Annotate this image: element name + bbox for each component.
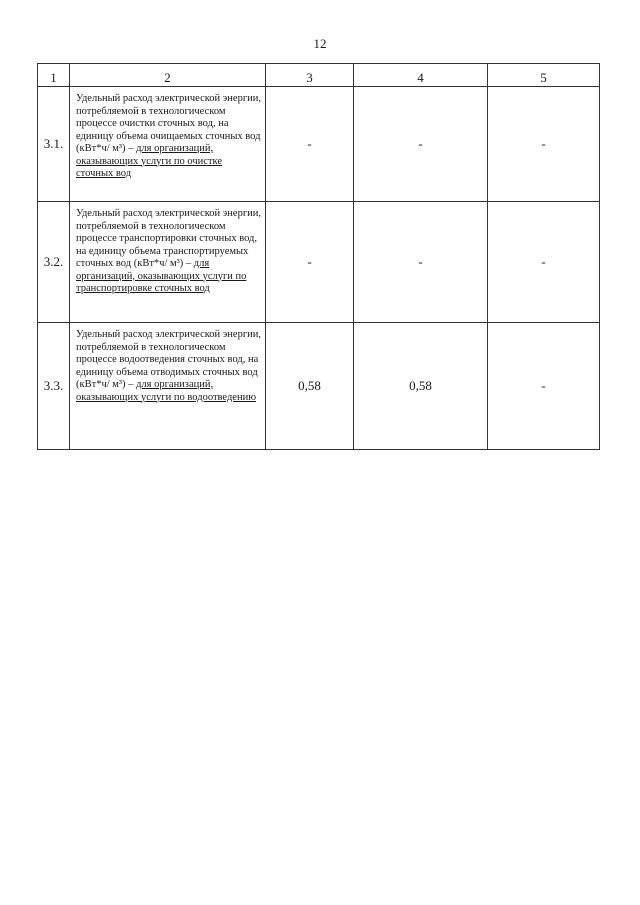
description-text: Удельный расход электрической энергии, потребляемой в технологическом процессе водоотведения сточных вод, на единицу объема отводимых сточных вод (кВт*ч/ м³) [76,329,262,390]
header-col-1: 1 [38,64,70,87]
description-text: Удельный расход электрической энергии, потребляемой в технологическом процессе очистки сточных вод, на единицу объема очищаемых сточных вод (кВт*ч/ м³) [76,93,262,154]
value-col-4: 0,58 [354,323,488,450]
description-dash: – [183,258,194,269]
header-col-2: 2 [70,64,266,87]
value-col-3: - [266,87,354,202]
header-col-3: 3 [266,64,354,87]
description-scope: для организаций, оказывающих услуги по транспортировке сточных вод [76,258,247,294]
value-col-3: - [266,202,354,323]
row-number: 3.1. [38,87,70,202]
table-header-row [38,64,600,87]
value-col-5: - [488,323,600,450]
page-number: 12 [313,36,327,51]
description-text: Удельный расход электрической энергии, потребляемой в технологическом процессе транспортировки сточных вод, на единицу объема транспортируемых сточных вод (кВт*ч/ м³) [76,208,262,269]
value-col-5: - [488,202,600,323]
row-number: 3.2. [38,202,70,323]
value-col-4: - [354,87,488,202]
table-row [38,323,600,450]
row-description [70,87,266,202]
table-row [38,202,600,323]
value-col-4: - [354,202,488,323]
table-row [38,87,600,202]
header-col-4: 4 [354,64,488,87]
row-description [70,323,266,450]
row-number: 3.3. [38,323,70,450]
description-scope: для организаций, оказывающих услуги по очистке сточных вод [76,143,223,179]
value-col-5: - [488,87,600,202]
header-col-5: 5 [488,64,600,87]
row-description [70,202,266,323]
value-col-3: 0,58 [266,323,354,450]
indicators-table [37,63,600,450]
description-scope: для организаций, оказывающих услуги по водоотведению [76,379,257,403]
description-dash: – [125,143,137,154]
description-dash: – [125,379,137,390]
